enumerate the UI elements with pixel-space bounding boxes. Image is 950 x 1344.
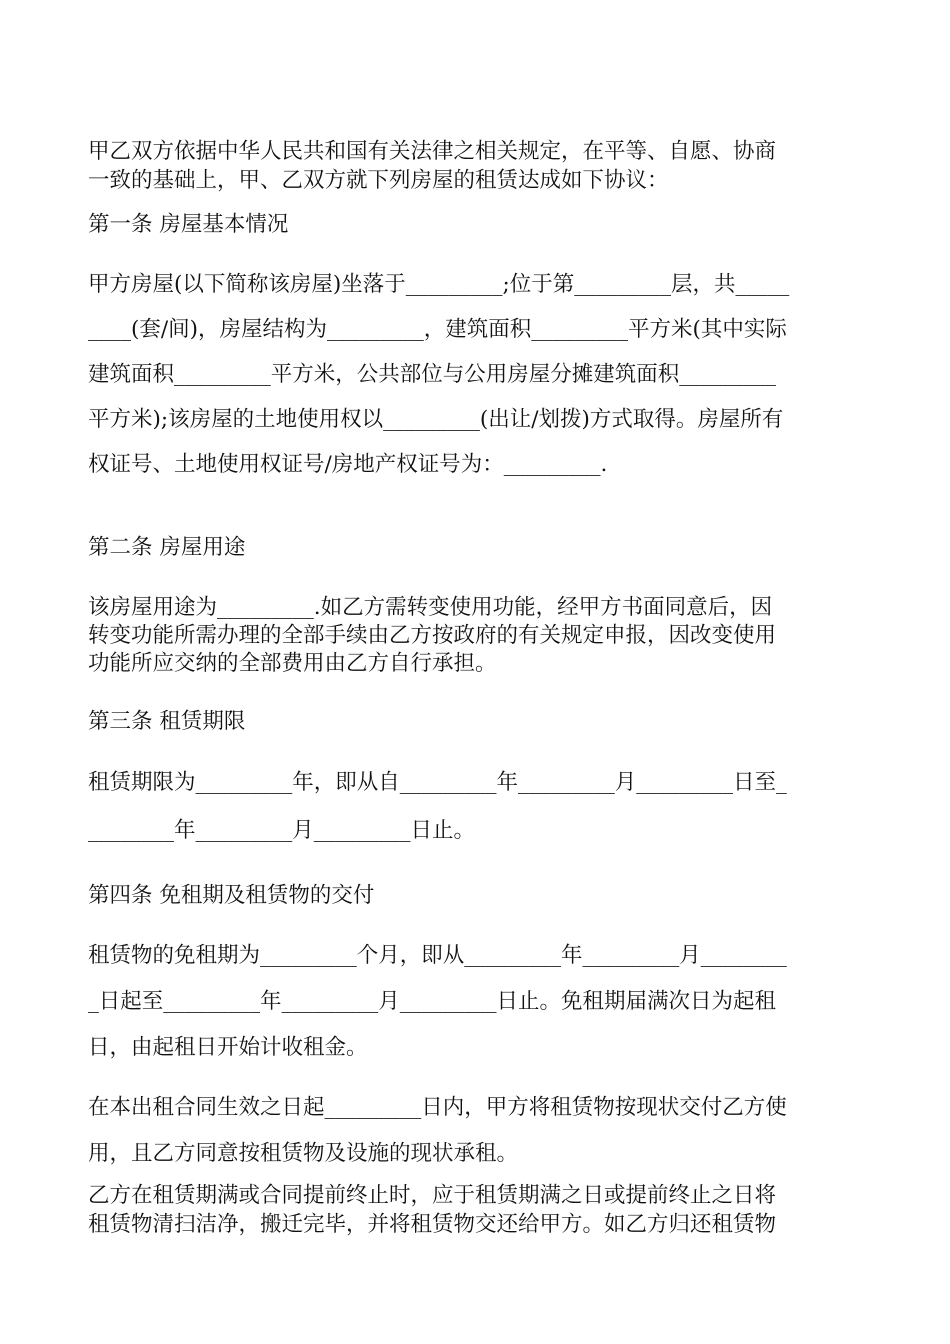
article3-line: 租赁期限为_________年，即从自_________年_________月_________日至_ (88, 770, 787, 795)
article1-title: 第一条 房屋基本情况 (88, 212, 289, 237)
intro-line: 甲乙双方依据中华人民共和国有关法律之相关规定，在平等、自愿、协商 (88, 139, 777, 164)
article4-paragraph2 (88, 1085, 864, 1176)
article1-line: ____(套/间)，房屋结构为_________，建筑面积_________平方米(其中实际 (88, 317, 787, 342)
article3-line: ________年_________月_________日止。 (88, 818, 476, 843)
article4-line: 乙方在租赁期满或合同提前终止时，应于租赁期满之日或提前终止之日将 (88, 1183, 777, 1208)
article2-line: 功能所应交纳的全部费用由乙方自行承担。 (88, 651, 497, 676)
article4-line: 用，且乙方同意按租赁物及设施的现状承租。 (88, 1140, 519, 1166)
article1-paragraph (88, 262, 864, 487)
article1-line: 甲方房屋(以下简称该房屋)坐落于_________;位于第_________层，共_____ (88, 272, 790, 297)
article4-line: 在本出租合同生效之日起_________日内，甲方将租赁物按现状交付乙方使 (88, 1095, 787, 1120)
article1-line: 平方米);该房屋的土地使用权以_________(出让/划拨)方式取得。房屋所有 (88, 407, 784, 432)
article4-line: 租赁物的免租期为_________个月，即从_________年_________月________ (88, 943, 787, 968)
article2-line: 该房屋用途为_________.如乙方需转变使用功能，经甲方书面同意后，因 (88, 595, 773, 620)
article2-line: 转变功能所需办理的全部手续由乙方按政府的有关规定申报，因改变使用 (88, 623, 777, 648)
intro-line: 一致的基础上，甲、乙双方就下列房屋的租赁达成如下协议： (88, 168, 669, 193)
article4-line: 日，由起租日开始计收租金。 (88, 1035, 368, 1060)
article1-line: 权证号、土地使用权证号/房地产权证号为：_________. (88, 452, 608, 477)
article4-line: 租赁物清扫洁净，搬迁完毕，并将租赁物交还给甲方。如乙方归还租赁物 (88, 1212, 777, 1237)
article2-title: 第二条 房屋用途 (88, 535, 246, 560)
article4-line: _日起至_________年_________月_________日止。免租期届满次日为起租 (88, 989, 777, 1014)
article1-line: 建筑面积_________平方米，公共部位与公用房屋分摊建筑面积_________ (88, 362, 777, 387)
article2-paragraph (88, 594, 864, 678)
article3-title: 第三条 租赁期限 (88, 709, 246, 734)
article4-title: 第四条 免租期及租赁物的交付 (88, 883, 375, 908)
intro-paragraph (88, 137, 864, 195)
article4-paragraph3 (88, 1181, 864, 1239)
article3-paragraph (88, 759, 864, 855)
article4-paragraph1 (88, 933, 864, 1071)
